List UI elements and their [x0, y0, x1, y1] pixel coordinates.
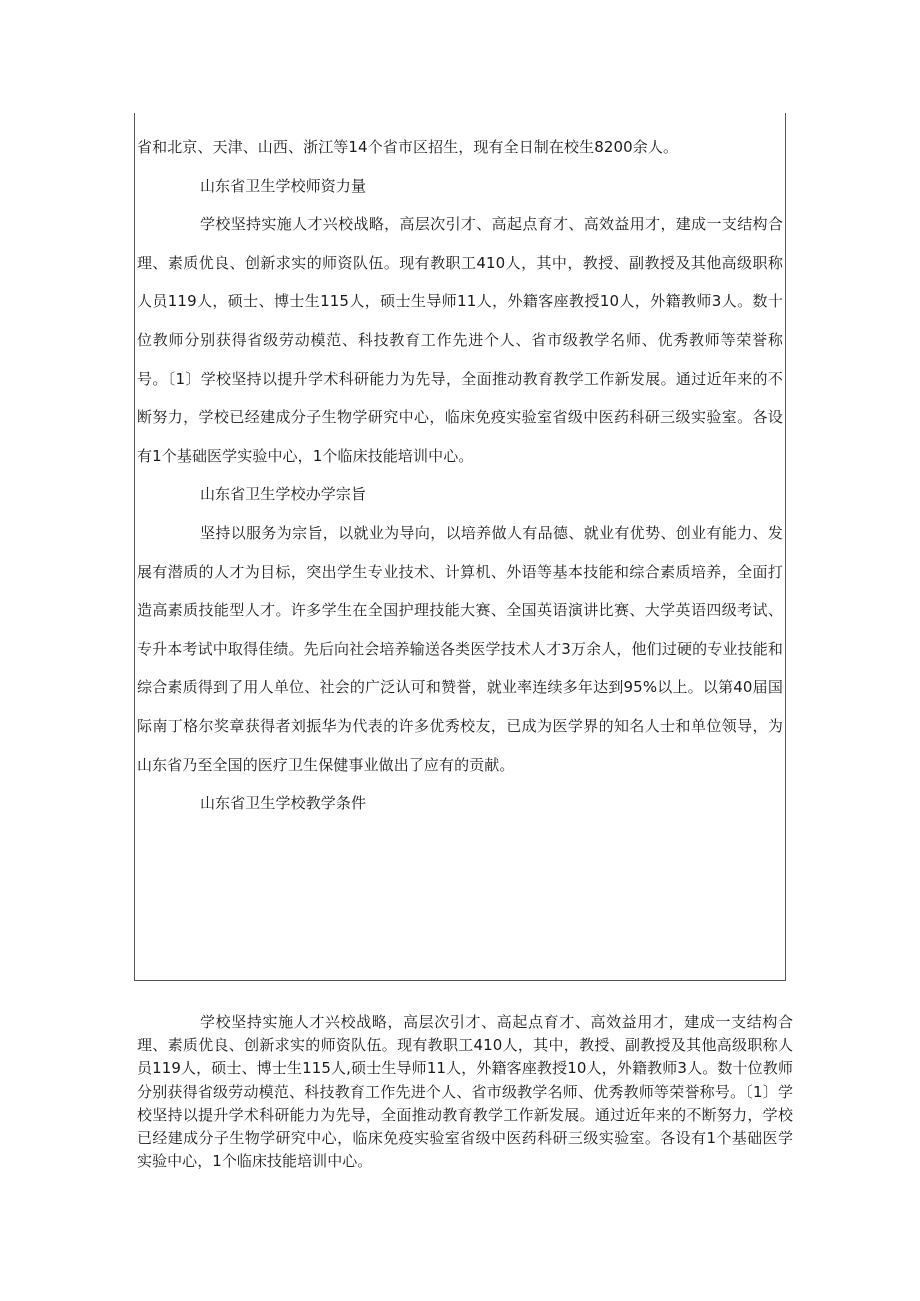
heading-faculty: 山东省卫生学校师资力量	[200, 176, 367, 195]
faculty-paragraph: 学校坚持实施人才兴校战略，高层次引才、高起点育才、高效益用才，建成一支结构合理、素质优良、创新求实的师资队伍。现有教职工410人，其中，教授、副教授及其他高级职称人员119人，硕士、博士生115人，硕士生导师11人，外籍客座教授10人，外籍教师3人。数十位教师分别获得省级劳动模范、科技教育工作先进个人、省市级教学名师、优秀教师等荣誉称号。〔1〕学校坚持以提升学术科研能力为先导，全面推动教育教学工作新发展。通过近年来的不断努力，学校已经建成分子生物学研究中心，临床免疫实验室省级中医药科研三级实验室。各设有1个基础医学实验中心，1个临床技能培训中心。	[137, 215, 783, 465]
continuation-paragraph: 省和北京、天津、山西、浙江等14个省市区招生，现有全日制在校生8200余人。	[137, 138, 679, 156]
lower-section	[137, 1011, 793, 1173]
heading-purpose: 山东省卫生学校办学宗旨	[200, 485, 367, 504]
conditions-paragraph: 学校坚持实施人才兴校战略，高层次引才、高起点育才、高效益用才，建成一支结构合理、素质优良、创新求实的师资队伍。现有教职工410人，其中，教授、副教授及其他高级职称人员119人，硕士、博士生115人,硕士生导师11人，外籍客座教授10人，外籍教师3人。数十位教师分别获得省级劳动模范、科技教育工作先进个人、省市级教学名师、优秀教师等荣誉称号。〔1〕学校坚持以提升学术科研能力为先导，全面推动教育教学工作新发展。通过近年来的不断努力，学校已经建成分子生物学研究中心，临床免疫实验室省级中医药科研三级实验室。各设有1个基础医学实验中心，1个临床技能培训中心。	[137, 1013, 793, 1171]
framed-section	[137, 128, 783, 823]
heading-conditions: 山东省卫生学校教学条件	[200, 794, 367, 813]
purpose-paragraph: 坚持以服务为宗旨，以就业为导向，以培养做人有品德、就业有优势、创业有能力、发展有潜质的人才为目标，突出学生专业技术、计算机、外语等基本技能和综合素质培养，全面打造高素质技能型人才。许多学生在全国护理技能大赛、全国英语演讲比赛、大学英语四级考试、专升本考试中取得佳绩。先后向社会培养输送各类医学技术人才3万余人，他们过硬的专业技能和综合素质得到了用人单位、社会的广泛认可和赞誉，就业率连续多年达到95%以上。以第40届国际南丁格尔奖章获得者刘振华为代表的许多优秀校友，已成为医学界的知名人士和单位领导，为山东省乃至全国的医疗卫生保健事业做出了应有的贡献。	[137, 523, 783, 774]
